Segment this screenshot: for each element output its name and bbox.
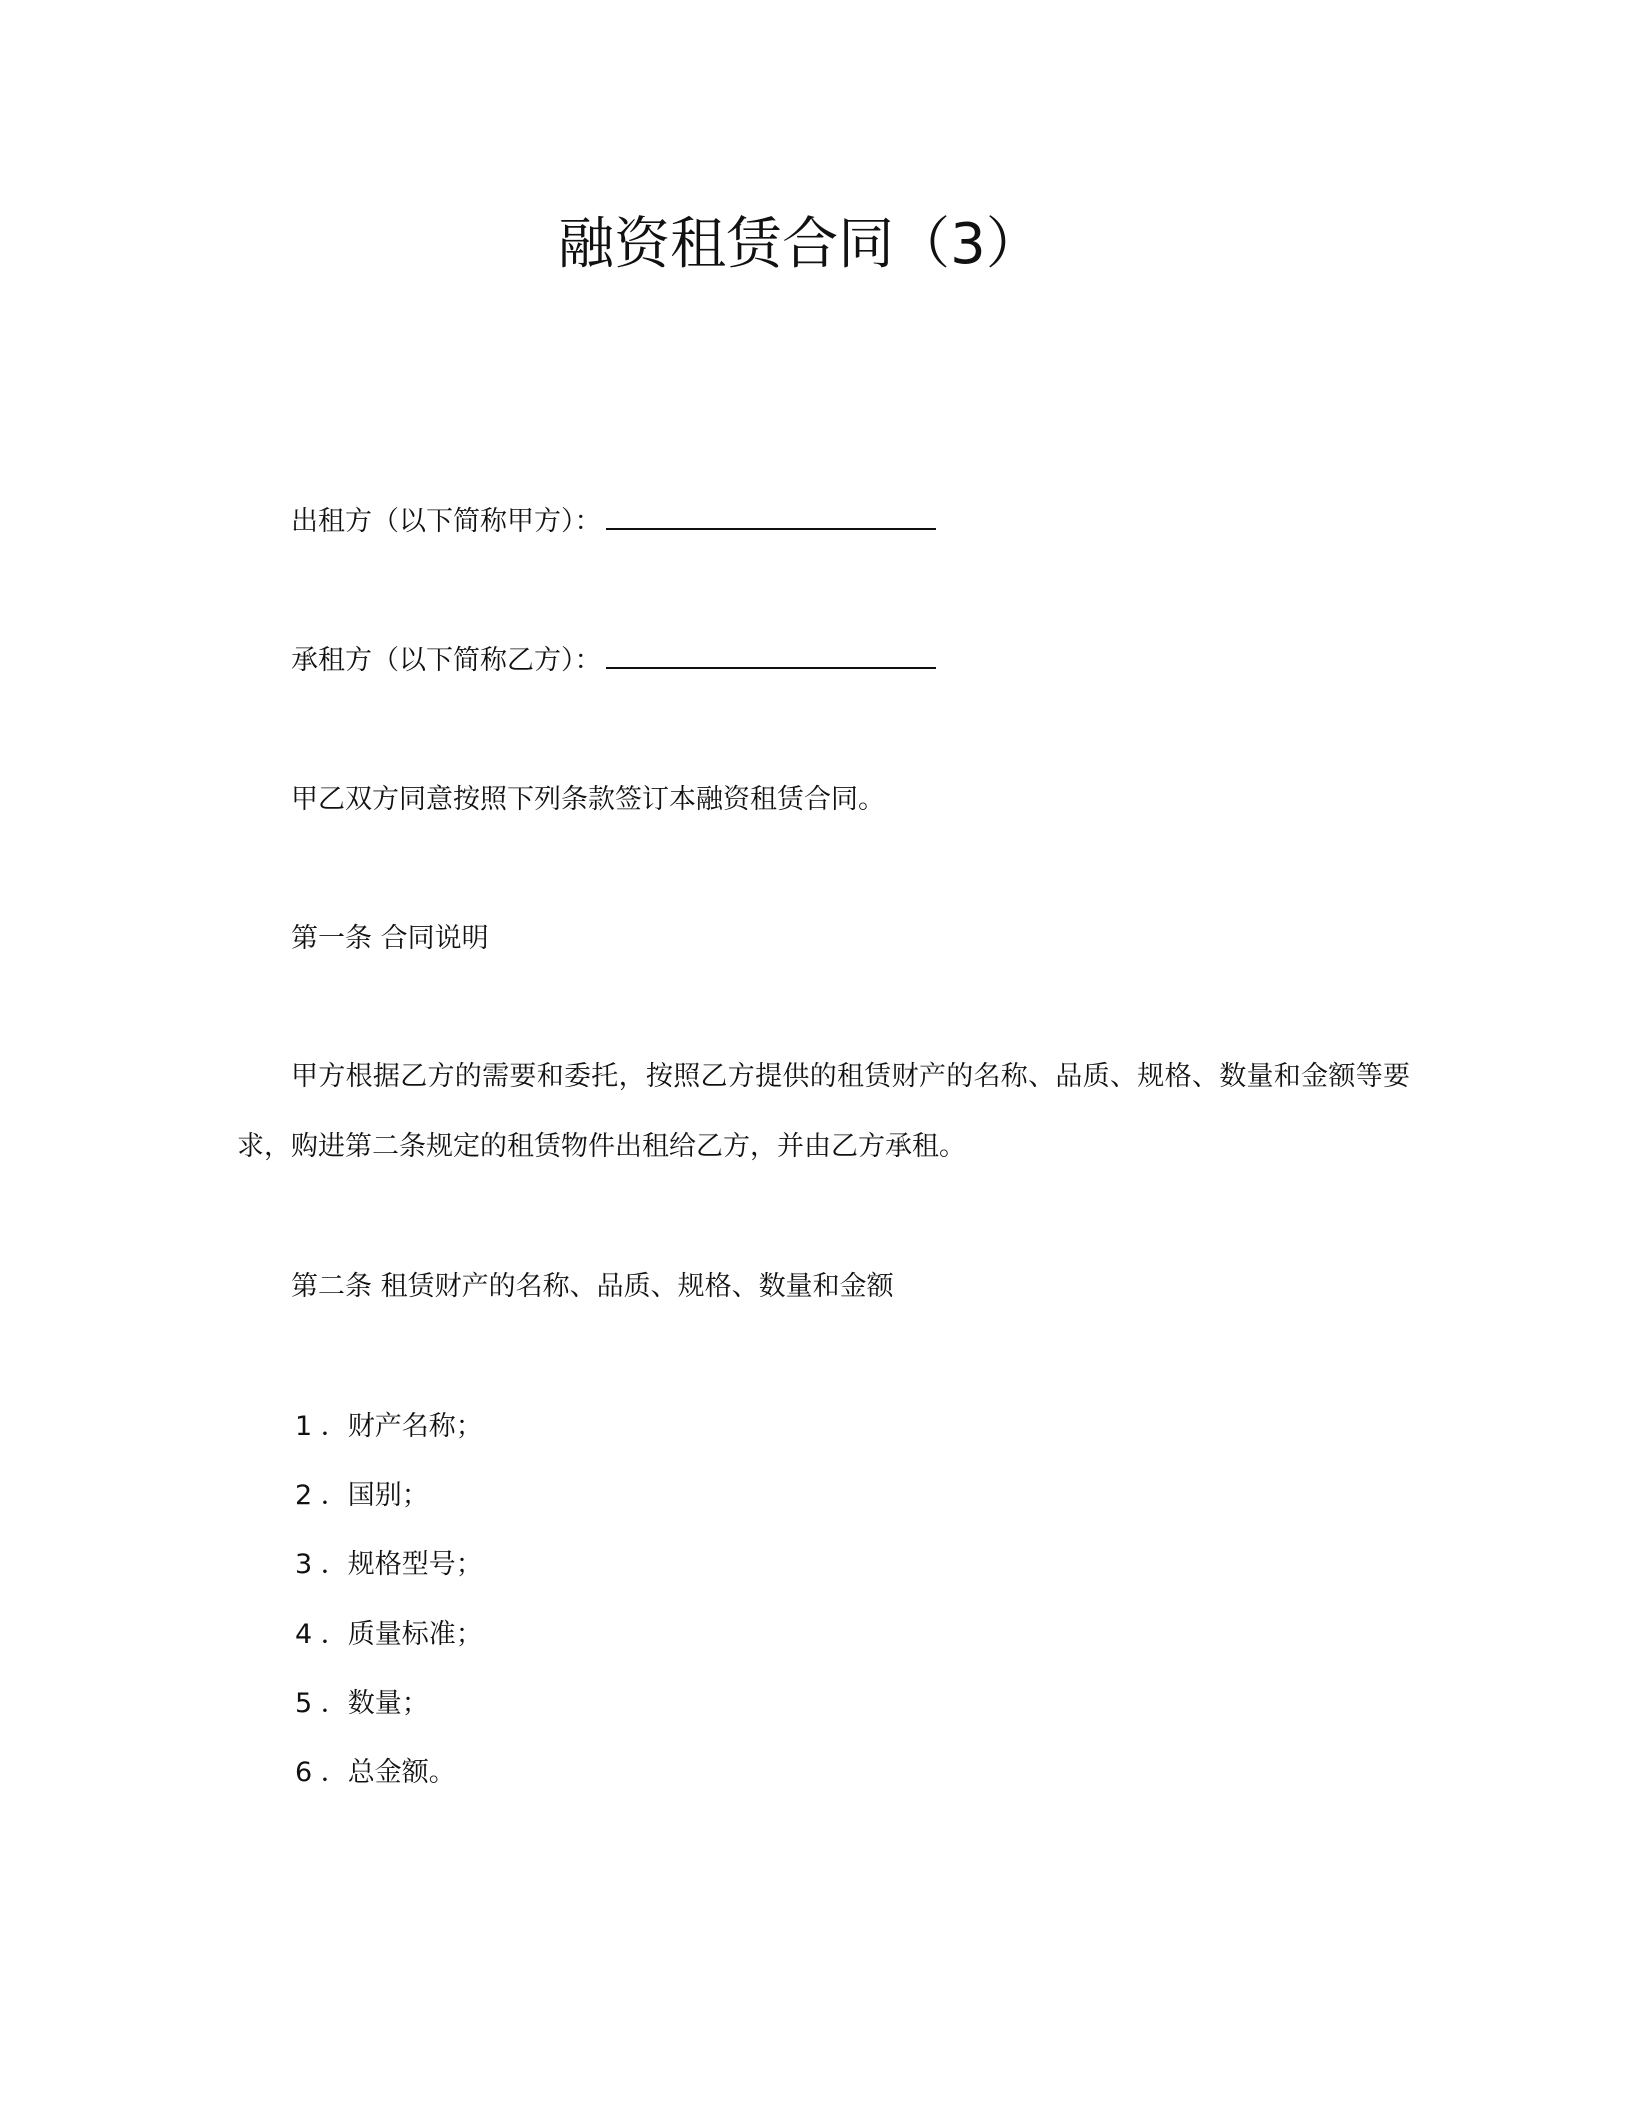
list-item: 4 ．质量标准； xyxy=(295,1619,483,1650)
list-item: 3 ．规格型号； xyxy=(295,1549,483,1580)
article2-heading: 第二条 租赁财产的名称、品质、规格、数量和金额 xyxy=(291,1271,894,1302)
lessor-line xyxy=(291,502,936,540)
lessor-label: 出租方（以下简称甲方）： xyxy=(291,506,602,537)
article1-heading: 第一条 合同说明 xyxy=(291,923,489,954)
list-item: 1 ．财产名称； xyxy=(295,1411,483,1442)
list-item: 5 ．数量； xyxy=(295,1688,429,1719)
list-item: 2 ．国别； xyxy=(295,1480,429,1511)
lessee-blank-field[interactable] xyxy=(606,641,936,669)
intro-paragraph: 甲乙双方同意按照下列条款签订本融资租赁合同。 xyxy=(291,784,885,815)
list-item: 6 ．总金额。 xyxy=(295,1757,456,1788)
article1-body-line2: 求，购进第二条规定的租赁物件出租给乙方，并由乙方承租。 xyxy=(237,1131,966,1162)
lessor-blank-field[interactable] xyxy=(606,502,936,530)
lessee-line xyxy=(291,641,936,679)
document-title: 融资租赁合同（3） xyxy=(558,212,1042,277)
article1-body-line1: 甲方根据乙方的需要和委托，按照乙方提供的租赁财产的名称、品质、规格、数量和金额等要 xyxy=(291,1061,1411,1092)
lessee-label: 承租方（以下简称乙方）： xyxy=(291,645,602,676)
